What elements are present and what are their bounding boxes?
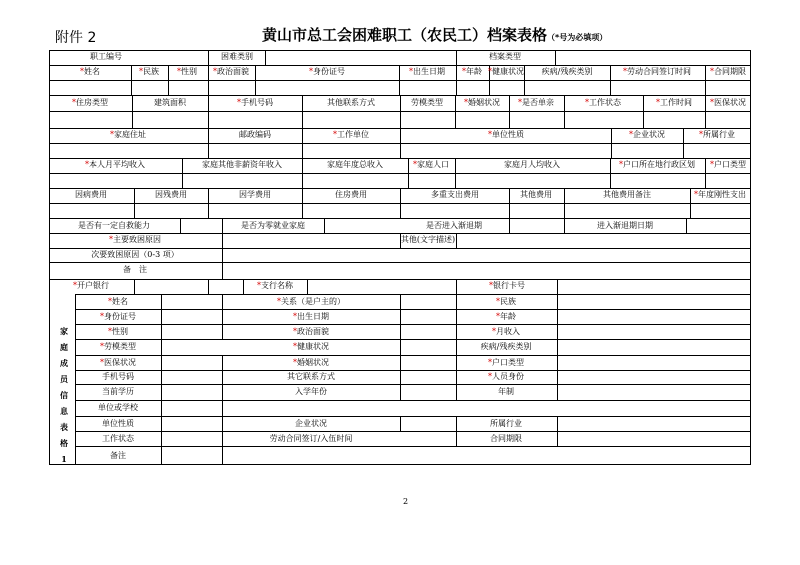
field-label: 家庭月人均收入 bbox=[504, 160, 560, 169]
field-label bbox=[73, 281, 109, 291]
required-mark: * bbox=[80, 67, 84, 76]
required-mark: * bbox=[694, 190, 698, 199]
grid-line bbox=[132, 95, 133, 128]
field-label bbox=[710, 98, 746, 108]
field-label-text: 单位性质 bbox=[492, 130, 524, 139]
row-line bbox=[75, 431, 751, 432]
required-mark: * bbox=[462, 67, 466, 76]
field-label: 疾病/残疾类别 bbox=[480, 342, 532, 351]
field-label: 多重支出费用 bbox=[431, 190, 479, 199]
field-label-text: 工作时间 bbox=[660, 98, 692, 107]
field-label-text: 是否单亲 bbox=[522, 98, 554, 107]
required-mark: * bbox=[489, 281, 493, 290]
required-mark: * bbox=[710, 67, 714, 76]
field-label: 其他费用 bbox=[520, 190, 552, 199]
grid-line bbox=[555, 50, 556, 65]
field-label: 单位或学校 bbox=[98, 403, 138, 412]
row-line bbox=[75, 370, 751, 371]
row-line bbox=[49, 262, 751, 263]
grid-line bbox=[610, 158, 611, 188]
field-label bbox=[213, 67, 249, 77]
row-line bbox=[49, 80, 751, 81]
field-label-text: 住房类型 bbox=[76, 98, 108, 107]
field-label bbox=[699, 130, 735, 140]
field-label bbox=[488, 372, 524, 382]
field-label bbox=[462, 67, 482, 77]
required-mark: * bbox=[518, 98, 522, 107]
grid-line bbox=[408, 158, 409, 188]
field-label: 当前学历 bbox=[102, 387, 134, 396]
field-label: 疾病/残疾类别 bbox=[541, 67, 593, 76]
family-title-char: 家 bbox=[60, 326, 68, 336]
grid-line bbox=[705, 95, 706, 128]
row-line bbox=[49, 279, 751, 280]
field-label-text: 年龄 bbox=[466, 67, 482, 76]
field-label bbox=[488, 358, 524, 368]
field-label-text: 婚姻状况 bbox=[468, 98, 500, 107]
field-label: 困难类别 bbox=[221, 52, 253, 61]
page-number: 2 bbox=[403, 497, 409, 506]
required-mark: * bbox=[699, 130, 703, 139]
grid-line bbox=[161, 294, 162, 465]
field-label-text: 支行名称 bbox=[261, 281, 293, 290]
grid-line bbox=[400, 95, 401, 128]
required-mark: * bbox=[492, 326, 496, 336]
family-title-char: 息 bbox=[60, 406, 68, 416]
grid-line bbox=[643, 95, 644, 128]
required-mark: * bbox=[333, 130, 337, 139]
required-mark: * bbox=[710, 160, 714, 169]
required-mark: * bbox=[488, 357, 492, 367]
grid-line bbox=[509, 188, 510, 218]
field-label-text: 劳动合同签订时间 bbox=[627, 67, 691, 76]
grid-line bbox=[400, 416, 401, 431]
field-label: 是否进入渐退期 bbox=[426, 221, 482, 230]
field-label-text: 年度刚性支出 bbox=[698, 190, 746, 199]
required-mark: * bbox=[488, 372, 492, 381]
field-label: 其它联系方式 bbox=[287, 372, 335, 381]
required-mark: * bbox=[293, 326, 297, 336]
grid-line bbox=[686, 218, 687, 233]
field-label: 职工编号 bbox=[90, 52, 122, 61]
field-label bbox=[413, 160, 449, 170]
required-mark: * bbox=[110, 130, 114, 139]
field-label bbox=[139, 67, 159, 77]
field-label bbox=[309, 67, 345, 77]
field-label: 进入渐退期日期 bbox=[597, 221, 653, 230]
field-label-text: 身份证号 bbox=[313, 67, 345, 76]
required-mark: * bbox=[413, 160, 417, 169]
field-label bbox=[488, 130, 524, 140]
grid-line bbox=[705, 158, 706, 188]
field-label-text: 家庭人口 bbox=[417, 160, 449, 169]
field-label: 因病费用 bbox=[75, 190, 107, 199]
row-line bbox=[75, 384, 751, 385]
field-label bbox=[623, 67, 691, 77]
field-label-text: 健康状况 bbox=[492, 67, 524, 76]
family-title-char: 员 bbox=[60, 374, 68, 384]
field-label bbox=[293, 358, 329, 368]
grid-line bbox=[131, 65, 132, 95]
field-label: 备注 bbox=[110, 450, 126, 460]
grid-line bbox=[456, 233, 457, 248]
grid-line bbox=[222, 294, 223, 339]
required-mark: * bbox=[100, 342, 104, 351]
grid-line bbox=[683, 128, 684, 158]
field-label-text: 家庭住址 bbox=[114, 130, 146, 139]
field-label-text: 身份证号 bbox=[104, 311, 136, 321]
field-label bbox=[656, 98, 692, 108]
required-mark: * bbox=[309, 67, 313, 76]
field-label: 其他(文字描述) bbox=[400, 235, 456, 244]
field-label: 是否为零就业家庭 bbox=[241, 221, 305, 230]
field-label-text: 主要致困原因 bbox=[113, 235, 161, 244]
required-mark: * bbox=[257, 281, 261, 290]
field-label bbox=[488, 67, 524, 77]
field-label-text: 户口类型 bbox=[492, 357, 524, 367]
grid-line bbox=[222, 248, 223, 279]
field-label bbox=[496, 297, 516, 307]
required-mark: * bbox=[585, 98, 589, 107]
field-label: 工作状态 bbox=[102, 433, 134, 443]
grid-line bbox=[302, 95, 303, 128]
field-label: 劳动合同签订/入伍时间 bbox=[269, 433, 353, 443]
row-line bbox=[49, 65, 751, 66]
row-line bbox=[75, 309, 751, 310]
field-label-text: 性别 bbox=[181, 67, 197, 76]
grid-line bbox=[456, 279, 457, 294]
grid-line bbox=[456, 65, 457, 95]
field-label-text: 手机号码 bbox=[241, 98, 273, 107]
field-label bbox=[177, 67, 197, 77]
field-label: 建筑面积 bbox=[154, 98, 186, 107]
required-mark: * bbox=[139, 67, 143, 76]
field-label: 邮政编码 bbox=[239, 130, 271, 139]
grid-line bbox=[208, 65, 209, 95]
field-label-text: 开户银行 bbox=[77, 281, 109, 290]
family-section-title bbox=[58, 323, 70, 467]
family-title-char: 信 bbox=[60, 390, 68, 400]
field-label bbox=[80, 67, 100, 77]
field-label bbox=[585, 98, 621, 108]
field-label bbox=[464, 98, 500, 108]
grid-line bbox=[564, 188, 565, 218]
grid-line bbox=[134, 188, 135, 218]
family-title-char: 1 bbox=[61, 454, 67, 464]
field-label-text: 月收入 bbox=[496, 326, 520, 336]
required-mark: * bbox=[293, 342, 297, 351]
row-line bbox=[49, 158, 751, 159]
family-title-char: 成 bbox=[60, 358, 68, 368]
field-label bbox=[629, 130, 665, 140]
grid-line bbox=[509, 218, 510, 233]
attachment-label: 附件 2 bbox=[55, 30, 97, 46]
field-label-text: 医保状况 bbox=[714, 98, 746, 107]
field-label bbox=[100, 342, 136, 352]
family-title-char: 表 bbox=[60, 422, 68, 432]
field-label: 因学费用 bbox=[239, 190, 271, 199]
grid-line bbox=[557, 416, 558, 446]
field-label-text: 姓名 bbox=[112, 296, 128, 306]
field-label bbox=[72, 98, 108, 108]
required-mark: * bbox=[488, 130, 492, 139]
field-label bbox=[694, 190, 746, 200]
grid-line bbox=[243, 279, 244, 294]
field-label bbox=[710, 160, 746, 170]
field-label: 单位性质 bbox=[102, 418, 134, 428]
field-label bbox=[108, 297, 128, 307]
field-label-text: 合同期限 bbox=[714, 67, 746, 76]
grid-line bbox=[265, 50, 266, 65]
field-label-text: 年龄 bbox=[500, 311, 516, 321]
grid-line bbox=[222, 218, 223, 233]
field-label bbox=[710, 67, 746, 77]
field-label bbox=[409, 67, 445, 77]
grid-line bbox=[690, 188, 691, 218]
field-label-text: 医保状况 bbox=[104, 357, 136, 367]
field-label-text: 户口类型 bbox=[714, 160, 746, 169]
field-label bbox=[108, 327, 128, 337]
required-mark: * bbox=[108, 296, 112, 306]
grid-line bbox=[455, 95, 456, 128]
field-label: 档案类型 bbox=[489, 52, 521, 61]
field-label-text: 关系（是户主的） bbox=[281, 296, 345, 306]
required-mark: * bbox=[488, 67, 492, 76]
field-label-text: 婚姻状况 bbox=[297, 357, 329, 367]
required-mark: * bbox=[277, 296, 281, 306]
row-line bbox=[49, 218, 751, 219]
field-label: 备 注 bbox=[123, 265, 147, 274]
grid-line bbox=[400, 294, 401, 400]
grid-line bbox=[564, 218, 565, 233]
required-mark: * bbox=[619, 160, 623, 169]
required-mark: * bbox=[710, 98, 714, 107]
row-line bbox=[75, 324, 751, 325]
field-label bbox=[492, 327, 520, 337]
required-mark: * bbox=[293, 357, 297, 367]
field-label bbox=[109, 235, 161, 245]
field-label-text: 所属行业 bbox=[703, 130, 735, 139]
required-mark: * bbox=[237, 98, 241, 107]
field-label bbox=[237, 98, 273, 108]
grid-line bbox=[557, 279, 558, 294]
grid-line bbox=[208, 95, 209, 128]
field-label-text: 工作单位 bbox=[337, 130, 369, 139]
field-label: 家庭年度总收入 bbox=[327, 160, 383, 169]
required-mark: * bbox=[623, 67, 627, 76]
field-label-text: 性别 bbox=[112, 326, 128, 336]
field-label-text: 姓名 bbox=[84, 67, 100, 76]
required-mark: * bbox=[109, 235, 113, 244]
required-note: （*号为必填项） bbox=[547, 33, 608, 42]
grid-line bbox=[168, 65, 169, 95]
grid-line bbox=[302, 188, 303, 218]
field-label bbox=[489, 281, 525, 291]
field-label-text: 民族 bbox=[500, 296, 516, 306]
field-label bbox=[518, 98, 554, 108]
required-mark: * bbox=[85, 160, 89, 169]
grid-line bbox=[399, 65, 400, 95]
grid-line bbox=[557, 294, 558, 400]
required-mark: * bbox=[100, 357, 104, 367]
field-label-text: 政治面貌 bbox=[217, 67, 249, 76]
required-mark: * bbox=[177, 67, 181, 76]
field-label bbox=[293, 342, 329, 352]
grid-line bbox=[208, 279, 209, 294]
family-divider bbox=[75, 294, 76, 465]
field-label: 合同期限 bbox=[490, 433, 522, 443]
grid-line bbox=[302, 128, 303, 158]
field-label-text: 银行卡号 bbox=[493, 281, 525, 290]
grid-line bbox=[611, 128, 612, 158]
grid-line bbox=[456, 416, 457, 446]
row-line bbox=[49, 173, 751, 174]
form-title bbox=[262, 24, 607, 45]
grid-line bbox=[456, 50, 457, 65]
field-label: 是否有一定自救能力 bbox=[78, 221, 150, 230]
required-mark: * bbox=[108, 326, 112, 336]
family-title-char: 庭 bbox=[60, 342, 68, 352]
required-mark: * bbox=[464, 98, 468, 107]
field-label: 所属行业 bbox=[490, 418, 522, 428]
required-mark: * bbox=[409, 67, 413, 76]
field-label: 入学年份 bbox=[295, 387, 327, 396]
grid-line bbox=[208, 50, 209, 65]
field-label: 手机号码 bbox=[102, 372, 134, 381]
field-label bbox=[110, 130, 146, 140]
field-label-text: 人员身份 bbox=[492, 372, 524, 381]
field-label bbox=[619, 160, 695, 170]
field-label: 住房费用 bbox=[335, 190, 367, 199]
field-label bbox=[496, 312, 516, 322]
row-line bbox=[75, 416, 751, 417]
grid-line bbox=[208, 128, 209, 158]
field-label bbox=[100, 358, 136, 368]
row-line bbox=[75, 339, 751, 340]
required-mark: * bbox=[629, 130, 633, 139]
grid-line bbox=[509, 95, 510, 128]
field-label-text: 企业状况 bbox=[633, 130, 665, 139]
grid-line bbox=[302, 158, 303, 188]
required-mark: * bbox=[100, 311, 104, 321]
required-mark: * bbox=[496, 296, 500, 306]
field-label: 家庭其他非薪资年收入 bbox=[202, 160, 282, 169]
grid-line bbox=[307, 279, 308, 294]
field-label: 次要致困原因（0-3 项） bbox=[91, 250, 179, 259]
row-line bbox=[75, 294, 751, 295]
required-mark: * bbox=[496, 311, 500, 321]
row-line bbox=[75, 400, 751, 401]
field-label: 年制 bbox=[498, 387, 514, 396]
grid-line bbox=[400, 128, 401, 158]
field-label bbox=[293, 327, 329, 337]
required-mark: * bbox=[73, 281, 77, 290]
field-label: 其他费用备注 bbox=[603, 190, 651, 199]
field-label-text: 民族 bbox=[143, 67, 159, 76]
required-mark: * bbox=[656, 98, 660, 107]
field-label: 因残费用 bbox=[155, 190, 187, 199]
grid-line bbox=[455, 158, 456, 188]
field-label bbox=[257, 281, 293, 291]
grid-line bbox=[400, 188, 401, 218]
field-label-text: 出生日期 bbox=[297, 311, 329, 321]
field-label: 企业状况 bbox=[295, 418, 327, 428]
field-label-text: 政治面貌 bbox=[297, 326, 329, 336]
required-mark: * bbox=[293, 311, 297, 321]
grid-line bbox=[222, 233, 223, 248]
field-label: 其他联系方式 bbox=[327, 98, 375, 107]
family-title-char: 格 bbox=[60, 438, 68, 448]
required-mark: * bbox=[72, 98, 76, 107]
grid-line bbox=[705, 65, 706, 95]
field-label bbox=[85, 160, 145, 170]
field-label-text: 健康状况 bbox=[297, 342, 329, 351]
grid-line bbox=[456, 294, 457, 400]
field-label-text: 本人月平均收入 bbox=[89, 160, 145, 169]
row-line bbox=[49, 248, 751, 249]
grid-line bbox=[182, 158, 183, 188]
grid-line bbox=[180, 218, 181, 233]
field-label: 劳模类型 bbox=[411, 98, 443, 107]
required-mark: * bbox=[213, 67, 217, 76]
grid-line bbox=[564, 95, 565, 128]
form-title-text: 黄山市总工会困难职工（农民工）档案表格 bbox=[262, 26, 548, 44]
grid-line bbox=[255, 65, 256, 95]
field-label-text: 工作状态 bbox=[589, 98, 621, 107]
field-label-text: 劳模类型 bbox=[104, 342, 136, 351]
field-label bbox=[293, 312, 329, 322]
row-line bbox=[75, 446, 751, 447]
grid-line bbox=[134, 279, 135, 294]
field-label bbox=[333, 130, 369, 140]
row-line bbox=[75, 355, 751, 356]
grid-line bbox=[610, 65, 611, 95]
grid-line bbox=[524, 65, 525, 95]
grid-line bbox=[324, 218, 325, 233]
field-label bbox=[277, 297, 345, 307]
grid-line bbox=[222, 355, 223, 465]
field-label bbox=[100, 312, 136, 322]
grid-line bbox=[208, 188, 209, 218]
field-label-text: 户口所在地行政区划 bbox=[623, 160, 695, 169]
field-label-text: 出生日期 bbox=[413, 67, 445, 76]
